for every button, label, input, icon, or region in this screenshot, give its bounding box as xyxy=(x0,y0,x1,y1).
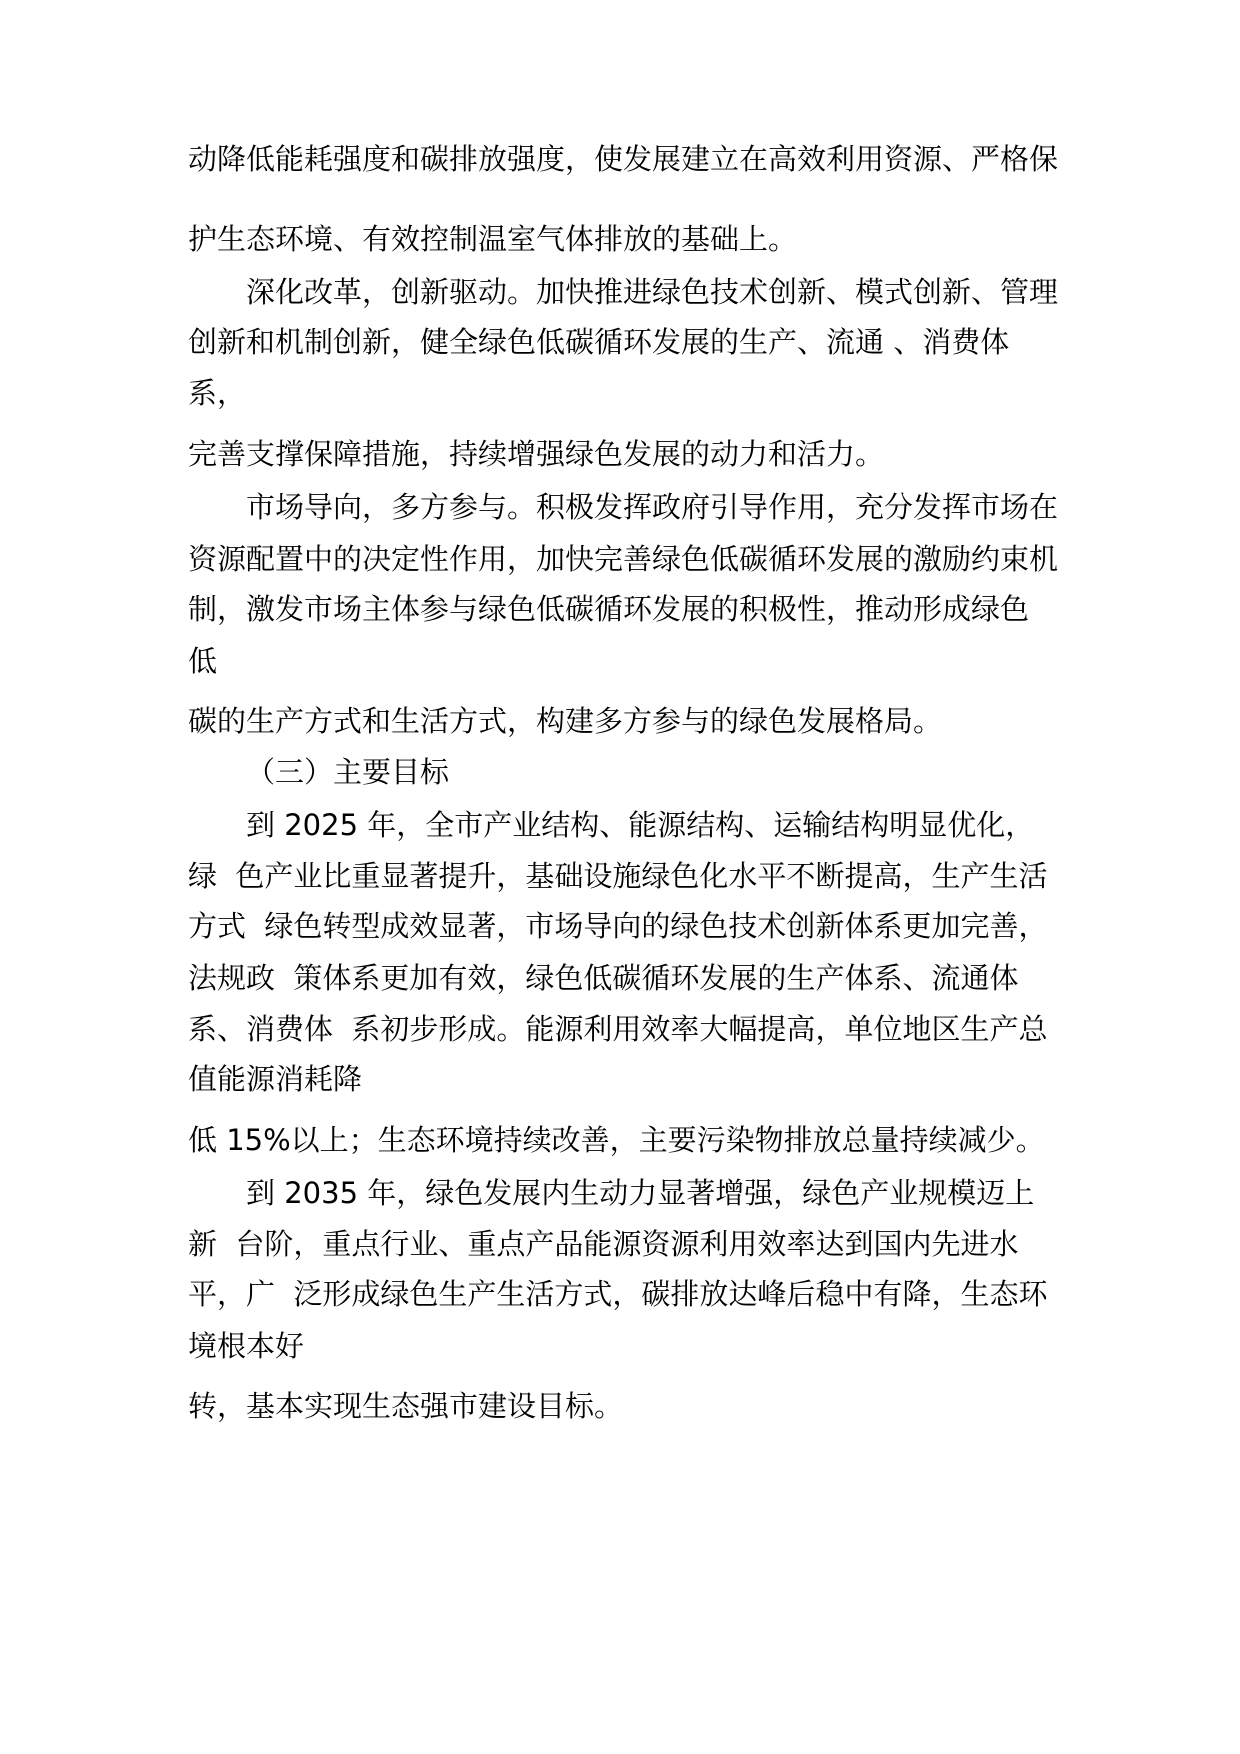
body-text-line: 转，基本实现生态强市建设目标。 xyxy=(188,1389,624,1423)
body-text-line: 系， xyxy=(188,376,247,410)
body-text-line: 新 台阶，重点行业、重点产品能源资源利用效率达到国内先进水 xyxy=(188,1227,1019,1261)
body-text-line: 低 15%以上；生态环境持续改善，主要污染物排放总量持续减少。 xyxy=(188,1123,1045,1157)
paragraph-first-line: 到 2035 年，绿色发展内生动力显著增强，绿色产业规模迈上 xyxy=(246,1176,1035,1210)
body-text-line: 法规政 策体系更加有效，绿色低碳循环发展的生产体系、流通体 xyxy=(188,961,1019,995)
body-text-line: 护生态环境、有效控制温室气体排放的基础上。 xyxy=(188,222,798,256)
body-text-line: 平，广 泛形成绿色生产生活方式，碳排放达峰后稳中有降，生态环 xyxy=(188,1277,1048,1311)
body-text-line: 境根本好 xyxy=(188,1329,305,1363)
body-text-line: 动降低能耗强度和碳排放强度，使发展建立在高效利用资源、严格保 xyxy=(188,142,1059,176)
body-text-line: 完善支撑保障措施，持续增强绿色发展的动力和活力。 xyxy=(188,437,885,471)
body-text-line: 碳的生产方式和生活方式，构建多方参与的绿色发展格局。 xyxy=(188,704,943,738)
body-text-line: 创新和机制创新，健全绿色低碳循环发展的生产、流通 、消费体 xyxy=(188,325,1010,359)
section-heading: （三）主要目标 xyxy=(246,755,450,789)
body-text-line: 制，激发市场主体参与绿色低碳循环发展的积极性，推动形成绿色 xyxy=(188,592,1030,626)
body-text-line: 资源配置中的决定性作用，加快完善绿色低碳循环发展的激励约束机 xyxy=(188,542,1059,576)
paragraph-first-line: 深化改革，创新驱动。加快推进绿色技术创新、模式创新、管理 xyxy=(246,275,1059,309)
body-text-line: 低 xyxy=(188,644,218,678)
body-text-line: 值能源消耗降 xyxy=(188,1062,363,1096)
body-text-line: 方式 绿色转型成效显著，市场导向的绿色技术创新体系更加完善， xyxy=(188,909,1048,943)
paragraph-first-line: 市场导向，多方参与。积极发挥政府引导作用，充分发挥市场在 xyxy=(246,490,1059,524)
body-text-line: 系、消费体 系初步形成。能源利用效率大幅提高，单位地区生产总 xyxy=(188,1012,1048,1046)
paragraph-first-line: 到 2025 年，全市产业结构、能源结构、运输结构明显优化， xyxy=(246,808,1035,842)
body-text-line: 绿 色产业比重显著提升，基础设施绿色化水平不断提高，生产生活 xyxy=(188,859,1048,893)
